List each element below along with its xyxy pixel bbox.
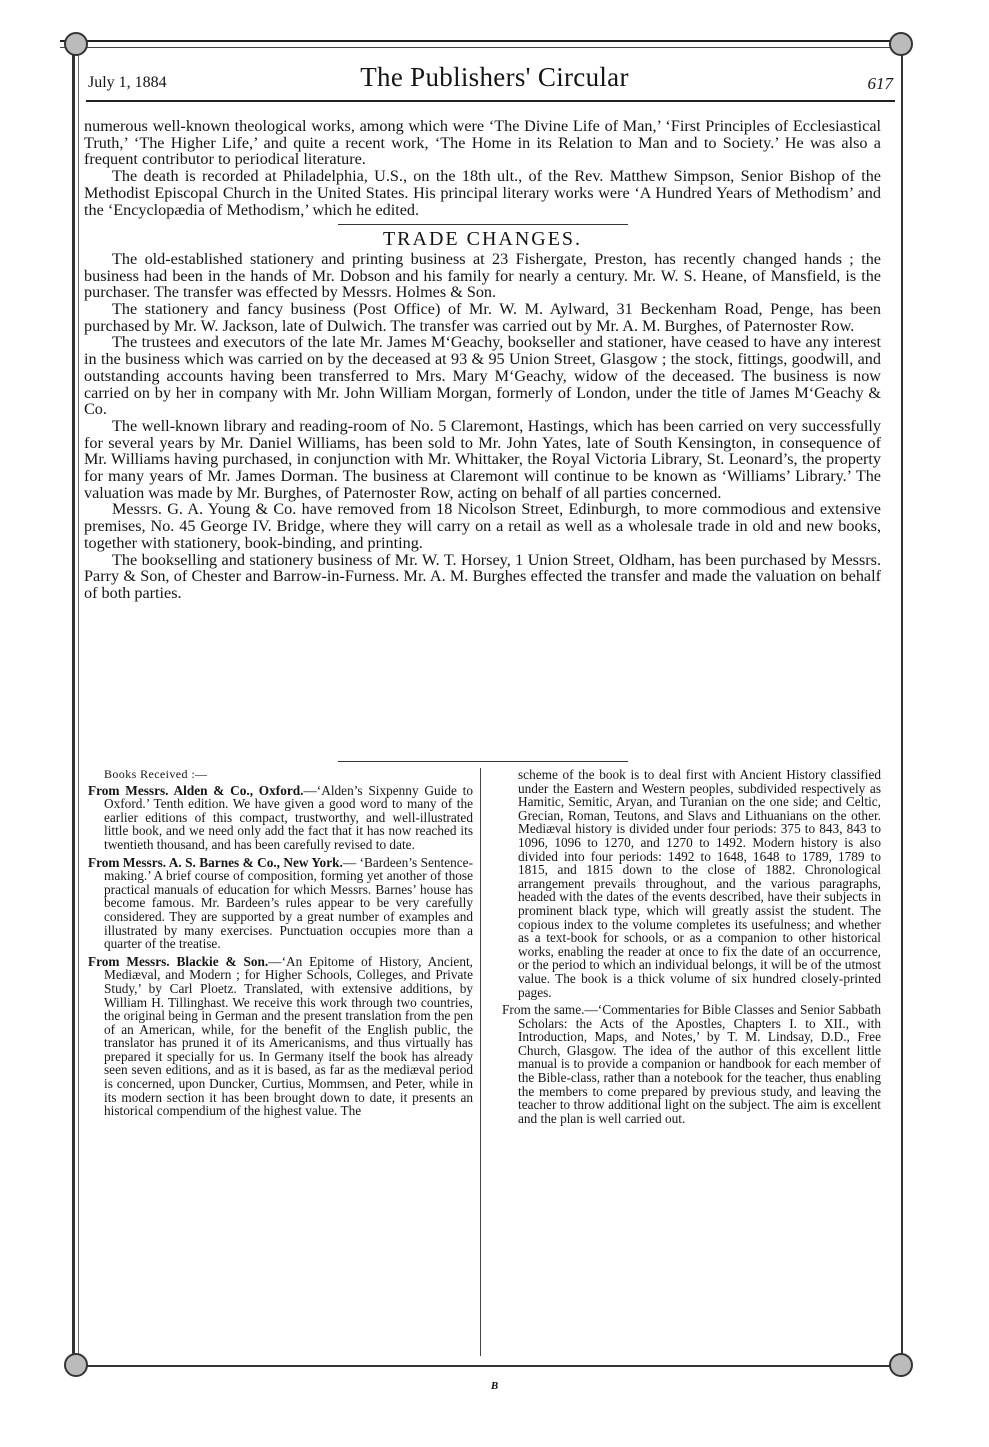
section-divider	[338, 761, 628, 762]
book-entry-text: —‘Commentaries for Bible Classes and Senior Sabbath Scholars: the Acts of the Apostles, Chapters I. to XII., with Introduction, Maps, and Notes,’ by T. M. Lindsay, D.D., Free Church, Glasgow. The idea of the author of this excellent little manual is to provide a companion or handbook for each member of the Bible-class, rather than a notebook for the teacher, thus enabling the members to come prepared by previous study, and leaving the teacher to throw additional light on the subject. The aim is excellent and the plan is well carried out.	[518, 1002, 881, 1126]
book-entry-text: —‘An Epitome of History, Ancient, Mediæval, and Modern ; for Higher Schools, Colleges, and Private Study,’ by Carl Ploetz. Translated, with extensive additions, by William H. Tillinghast. We receive this work through two countries, the original being in German and the present translation from the pen of an American, while, for the benefit of the English public, the translator has pruned it of its Americanisms, and thus virtually has prepared it specially for us. In Germany itself the book has already seen seven editions, and as it is based, as far as the mediæval period is concerned, upon Duncker, Curtius, Mommsen, and Peter, while in its modern section it has been brought down to date, it presents an historical compendium of the highest value. The	[104, 953, 474, 1119]
book-entry	[88, 856, 473, 951]
issue-date: July 1, 1884	[88, 74, 167, 91]
book-entry-source: From the same.	[502, 1002, 585, 1018]
corner-ornament-icon	[64, 1353, 88, 1377]
bottom-border-rule	[72, 1365, 903, 1367]
book-entry	[88, 784, 473, 852]
left-column	[88, 768, 473, 1122]
trade-change-paragraph: The old-established stationery and printing business at 23 Fishergate, Preston, has recently changed hands ; the business had been in the hands of Mr. Dobson and his family for nearly a century. Mr. W. S. Heane, of Mansfield, is the purchaser. The transfer was effected by Messrs. Holmes & Son.	[84, 249, 881, 302]
books-received-heading: Books Received :—	[104, 767, 208, 781]
book-entry-source: From Messrs. A. S. Barnes & Co., New York.	[88, 854, 343, 870]
trade-change-paragraph: The well-known library and reading-room of No. 5 Claremont, Hastings, which has been carried on very successfully for several years by Mr. Daniel Williams, has been sold to Mr. John Yates, late of South Kensington, in consequence of Mr. Williams having purchased, in conjunction with Mr. Whittaker, the Royal Victoria Library, St. Leonard’s, the property for many years of Mr. James Dorman. The business at Claremont will continue to be known as ‘Williams’ Library.’ The valuation was made by Mr. Burghes, of Paternoster Row, acting on behalf of all parties concerned.	[84, 416, 881, 502]
corner-ornament-icon	[64, 32, 88, 56]
left-border-rule	[72, 40, 75, 1367]
book-entry-source: From Messrs. Blackie & Son.	[88, 953, 269, 969]
publication-title: The Publishers' Circular	[360, 62, 629, 92]
book-entry-continuation: scheme of the book is to deal first with Ancient History classified under the Eastern and Western peoples, subdivided respectively as Hamitic, Semitic, Aryan, and Turanian on the one side; and Celtic, Grecian, Roman, Teutons, and Slavs and Lithuanians on the other. Mediæval history is divided under four periods: 375 to 843, 843 to 1096, 1096 to 1270, and 1270 to 1492. Modern history is also divided into four periods: 1492 to 1648, 1648 to 1789, 1789 to 1815, and 1815 down to the close of 1882. Chronological arrangement prevails throughout, and the various paragraphs, headed with the dates of the events described, have their subjects in prominent black type, which will greatly assist the student. The copious index to the volume completes its usefulness; and whether as a text-book for schools, or as a companion to other historical works, enabling the reader at once to fix the date of an occurrence, or the period to which an individual belongs, it will be of the utmost value. The book is a thick volume of six hundred closely-printed pages.	[518, 767, 881, 1000]
book-entry-text: — ‘Bardeen’s Sentence-making.’ A brief course of composition, forming yet another of those practical manuals of education for which Messrs. Barnes’ house has become famous. Mr. Bardeen’s rules appear to be very carefully considered. They are supported by a great number of examples and illustrated by many exercises. Punctuation occupies more than a quarter of the treatise.	[104, 854, 473, 952]
section-title-trade-changes: TRADE CHANGES.	[382, 228, 583, 251]
obituary-continuation: numerous well-known theological works, among which were ‘The Divine Life of Man,’ ‘First Principles of Ecclesiastical Truth,’ ‘The Higher Life,’ and quite a recent work, ‘The Home in its Relation to Man and to Society.’ He was also a frequent contributor to periodical literature.	[84, 117, 881, 169]
trade-change-paragraph: The stationery and fancy business (Post Office) of Mr. W. M. Aylward, 31 Beckenham Road, Penge, has been purchased by Mr. W. Jackson, late of Dulwich. The transfer was carried out by Mr. A. M. Burghes, of Paternoster Row.	[84, 300, 881, 335]
book-entry	[502, 1003, 881, 1125]
corner-ornament-icon	[889, 1353, 913, 1377]
book-entry-source: From Messrs. Alden & Co., Oxford.	[88, 782, 304, 798]
main-article-body	[84, 118, 881, 602]
trade-change-paragraph: Messrs. G. A. Young & Co. have removed from 18 Nicolson Street, Edinburgh, to more commodious and extensive premises, No. 45 George IV. Bridge, where they will carry on a retail as well as a wholesale trade in old and new books, together with stationery, book-binding, and printing.	[84, 500, 881, 552]
header-rule	[86, 100, 895, 102]
right-border-rule	[901, 40, 903, 1367]
top-double-rule	[60, 40, 903, 42]
trade-change-paragraph: The trustees and executors of the late Mr. James M‘Geachy, bookseller and stationer, have ceased to have any interest in the business which was carried on by the deceased at 93 & 95 Union Street, Glasgow ; the stock, fittings, goodwill, and outstanding accounts having been transferred to Mrs. Mary M‘Geachy, widow of the deceased. The business is now carried on by her in company with Mr. John William Morgan, formerly of London, under the title of James M‘Geachy & Co.	[84, 333, 881, 419]
book-entry	[88, 955, 473, 1118]
page-number: 617	[867, 74, 893, 93]
left-inner-rule	[78, 40, 79, 1367]
top-thin-rule	[60, 47, 903, 48]
section-divider	[338, 224, 628, 225]
column-divider	[480, 768, 481, 1356]
signature-mark: B	[490, 1380, 499, 1392]
trade-change-paragraph: The bookselling and stationery business of Mr. W. T. Horsey, 1 Union Street, Oldham, has been purchased by Messrs. Parry & Son, of Chester and Barrow-in-Furness. Mr. A. M. Burghes effected the transfer and made the valuation on behalf of both parties.	[84, 550, 881, 602]
obituary-paragraph: The death is recorded at Philadelphia, U.S., on the 18th ult., of the Rev. Matthew Simpson, Senior Bishop of the Methodist Episcopal Church in the United States. His principal literary works were ‘A Hundred Years of Methodism’ and the ‘Encyclopædia of Methodism,’ which he edited.	[84, 167, 881, 219]
corner-ornament-icon	[889, 32, 913, 56]
book-entry-text: —‘Alden’s Sixpenny Guide to Oxford.’ Tenth edition. We have given a good word to many of the earlier editions of this compact, trustworthy, and well-illustrated little book, and we need only add the fact that it has now reached its twentieth thousand, and has been carefully revised to date.	[104, 782, 473, 852]
right-column	[502, 768, 881, 1129]
